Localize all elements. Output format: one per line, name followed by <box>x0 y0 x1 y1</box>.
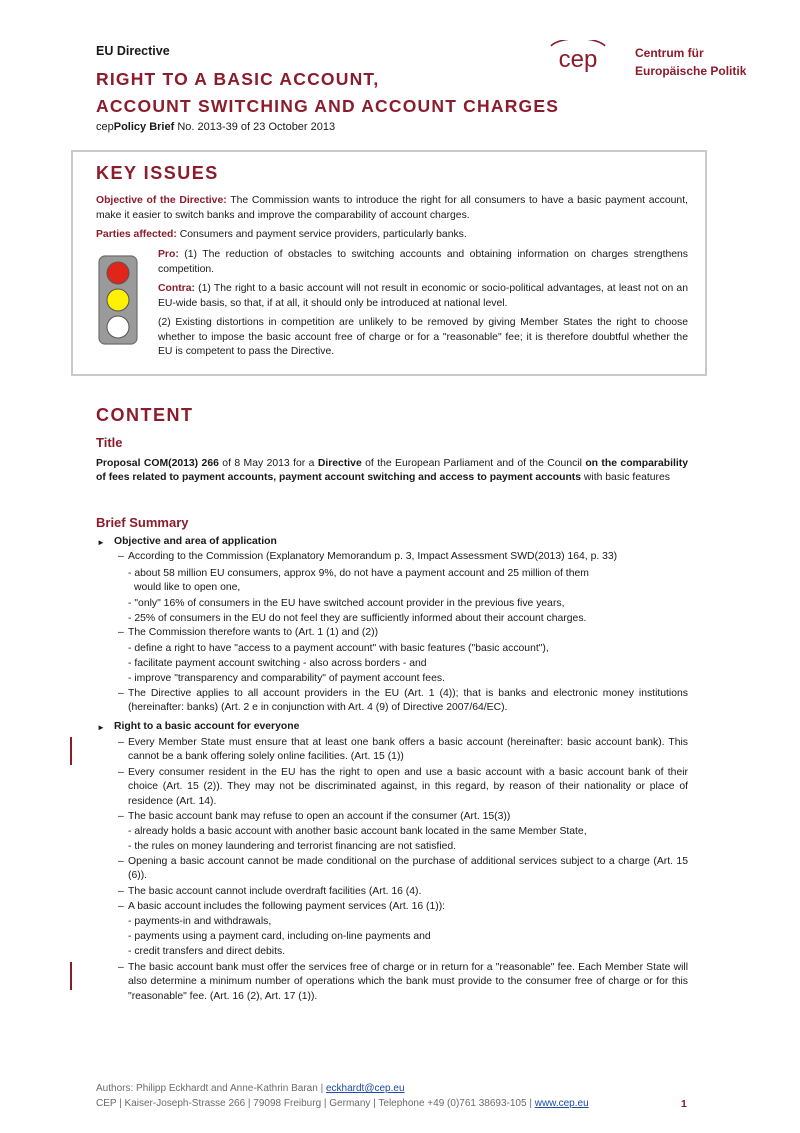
cep-logo-icon <box>543 40 613 78</box>
brief-summary-subheading: Brief Summary <box>96 515 189 530</box>
title-line-2: ACCOUNT SWITCHING AND ACCOUNT CHARGES <box>96 96 560 116</box>
website-link[interactable]: www.cep.eu <box>534 1098 589 1109</box>
bullet-triangle-icon: ► <box>97 723 105 732</box>
title-line-1: RIGHT TO A BASIC ACCOUNT, <box>96 69 380 89</box>
page-number: 1 <box>681 1098 687 1110</box>
title-subheading: Title <box>96 435 123 450</box>
list-item: The Directive applies to all account providers in the EU (Art. 1 (4)); that is banks and electronic money institutions (hereinafter: banks) (Art. 2 e in conjunction with Art. 4 (9) of Directive 2007/64/EC). <box>128 688 688 714</box>
content-heading: CONTENT <box>96 405 194 425</box>
brief-bold: Policy Brief <box>113 121 175 133</box>
dash-marker: – <box>118 551 124 562</box>
list-subitem: - payments using a payment card, including on-line payments and <box>128 931 431 942</box>
pro-paragraph <box>158 248 688 277</box>
key-issues-heading: KEY ISSUES <box>96 163 219 183</box>
list-item: The basic account bank may refuse to open an account if the consumer (Art. 15(3)) <box>128 811 511 822</box>
address-text: CEP | Kaiser-Joseph-Strasse 266 | 79098 Freiburg | Germany | Telephone +49 (0)761 38693-105 | <box>96 1098 535 1109</box>
list-item: Every Member State must ensure that at least one bank offers a basic account (hereinafter: basic account bank). This cannot be a bank offering solely online facilities. (Art. 15 (1)) <box>128 737 688 763</box>
dash-marker: – <box>118 886 124 897</box>
list-subitem: - already holds a basic account with another basic account bank located in the same Member State, <box>128 826 587 837</box>
proposal-bold-2: Directive <box>317 458 362 469</box>
authors-text: Authors: Philipp Eckhardt and Anne-Kathrin Baran | <box>96 1083 326 1094</box>
footer-address <box>96 1098 589 1109</box>
brief-number: No. 2013-39 of 23 October 2013 <box>174 121 336 133</box>
contra-text: (1) The right to a basic account will not result in economic or socio-political advantages, at least not on an EU-wide basis, so that, if at all, it should only be introduced at national level. <box>158 283 688 309</box>
logo-mark-text: cep <box>558 46 598 73</box>
dash-marker: – <box>118 688 124 699</box>
document-type-label: EU Directive <box>96 44 170 58</box>
list-subitem: - the rules on money laundering and terrorist financing are not satisfied. <box>128 841 457 852</box>
list-item: A basic account includes the following payment services (Art. 16 (1)): <box>128 901 446 912</box>
pro-label: Pro: <box>158 249 179 260</box>
dash-marker: – <box>118 962 124 973</box>
parties-label: Parties affected: <box>96 229 177 240</box>
dash-marker: – <box>118 627 124 638</box>
dash-marker: – <box>118 737 124 748</box>
bullet-heading-basic-account: Right to a basic account for everyone <box>114 721 300 732</box>
dash-marker: – <box>118 767 124 778</box>
bullet-heading-objective: Objective and area of application <box>114 536 277 547</box>
contra-label: Contra: <box>158 283 195 294</box>
document-title <box>96 66 559 120</box>
organization-name <box>635 44 746 80</box>
policy-brief-reference <box>96 121 335 133</box>
change-marker-bar <box>70 962 72 990</box>
dash-marker: – <box>118 856 124 867</box>
contra-2-paragraph: (2) Existing distortions in competition are unlikely to be removed by giving Member States the right to choose whether to impose the basic account free of charge or for a "reasonable" fee; it is therefore doubtful whether the EU is competent to pass the Directive. <box>158 317 688 357</box>
objective-text: The Commission wants to introduce the right for all consumers to have a basic payment account, make it easier to switch banks and improve the comparability of account charges. <box>96 195 688 221</box>
parties-paragraph <box>96 228 688 243</box>
list-subitem: - improve "transparency and comparability" of payment account fees. <box>128 673 445 684</box>
list-subitem: - credit transfers and direct debits. <box>128 946 286 957</box>
pro-text: (1) The reduction of obstacles to switching accounts and obtaining information on charges strengthens competition. <box>158 249 688 275</box>
list-subitem: - about 58 million EU consumers, approx 9%, do not have a payment account and 25 million of them <box>128 568 589 579</box>
proposal-bold-3: on the comparability of fees related to payment accounts, payment account switching and access to payment accounts <box>96 458 688 484</box>
dash-marker: – <box>118 901 124 912</box>
list-item: Opening a basic account cannot be made conditional on the purchase of additional services subject to a charge (Art. 15 (6)). <box>128 856 688 882</box>
list-item: According to the Commission (Explanatory Memorandum p. 3, Impact Assessment SWD(2013) 164, p. 33) <box>128 551 618 562</box>
list-subitem: - 25% of consumers in the EU do not feel they are sufficiently informed about their account charges. <box>128 613 587 624</box>
list-item: Every consumer resident in the EU has the right to open and use a basic account with a basic account bank of their choice (Art. 15 (2)). They may not be discriminated against, in this regard, by reason of their nationality or place of residence (Art. 14). <box>128 767 688 807</box>
list-subitem: - "only" 16% of consumers in the EU have switched account provider in the previous five years, <box>128 598 565 609</box>
list-subitem: - facilitate payment account switching - also across borders - and <box>128 658 427 669</box>
list-subitem: - define a right to have "access to a payment account" with basic features ("basic account"), <box>128 643 549 654</box>
change-marker-bar <box>70 737 72 765</box>
org-name-line-2: Europäische Politik <box>635 64 747 78</box>
footer-authors <box>96 1083 405 1094</box>
org-name-line-1: Centrum für <box>635 46 704 60</box>
objective-label: Objective of the Directive: <box>96 195 227 206</box>
brief-prefix: cep <box>96 121 114 133</box>
proposal-text-2: of the European Parliament and of the Council <box>361 458 586 469</box>
list-item: The basic account bank must offer the services free of charge or in return for a "reasonable" fee. Each Member State will also determine a minimum number of operations which the bank must provide to the consumer free of charge or for this "reasonable" fee. (Art. 16 (2), Art. 17 (1)). <box>128 962 688 1002</box>
proposal-text-3: with basic features <box>581 472 670 484</box>
bullet-triangle-icon: ► <box>97 538 105 547</box>
list-item: The basic account cannot include overdraft facilities (Art. 16 (4). <box>128 886 422 897</box>
traffic-light-icon <box>98 255 138 345</box>
author-email-link[interactable]: eckhardt@cep.eu <box>325 1083 405 1094</box>
proposal-text-1: of 8 May 2013 for a <box>218 458 318 469</box>
proposal-paragraph <box>96 457 688 485</box>
parties-text: Consumers and payment service providers, particularly banks. <box>176 229 467 240</box>
list-item: The Commission therefore wants to (Art. 1 (1) and (2)) <box>128 627 379 638</box>
objective-paragraph <box>96 194 688 223</box>
dash-marker: – <box>118 811 124 822</box>
contra-paragraph <box>158 282 688 311</box>
list-subitem: - payments-in and withdrawals, <box>128 916 272 927</box>
list-subitem-continued: would like to open one, <box>134 582 241 593</box>
proposal-bold-1: Proposal COM(2013) 266 <box>96 458 219 469</box>
